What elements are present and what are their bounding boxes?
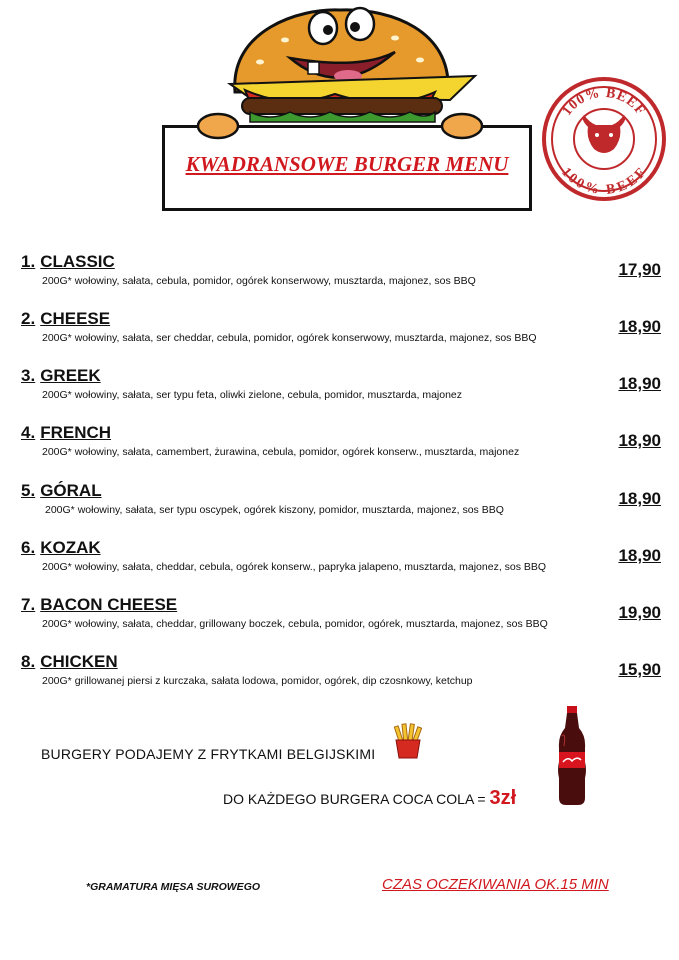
svg-text:100% BEEF	[560, 86, 648, 119]
item-description: 200G* wołowiny, sałata, ser typu feta, oliwki zielone, cebula, pomidor, musztarda, majonez	[42, 389, 463, 401]
item-name	[21, 595, 177, 615]
item-number: 6.	[21, 538, 36, 557]
menu-item	[21, 252, 661, 300]
item-title: BACON CHEESE	[40, 595, 178, 614]
menu-title: KWADRANSOWE BURGER MENU	[185, 152, 509, 176]
item-description: 200G* grillowanej piersi z kurczaka, sałata lodowa, pomidor, ogórek, dip czosnkowy, ketchup	[42, 675, 473, 687]
menu-item	[21, 595, 661, 643]
item-number: 2.	[21, 309, 36, 328]
menu-item	[21, 652, 661, 700]
stamp-top-text: 100% BEEF	[559, 85, 649, 119]
item-title: FRENCH	[40, 423, 112, 442]
item-description: 200G* wołowiny, sałata, ser typu oscypek, ogórek kiszony, pomidor, musztarda, majonez, sos BBQ	[45, 504, 504, 516]
menu-item	[21, 366, 661, 414]
item-description: 200G* wołowiny, sałata, cheddar, cebula, ogórek konserw., papryka jalapeno, musztarda, majonez, sos BBQ	[42, 561, 547, 573]
fries-icon	[390, 722, 426, 760]
menu-item	[21, 481, 661, 529]
item-title: GREEK	[40, 366, 101, 385]
item-number: 7.	[21, 595, 36, 614]
item-price: 17,90	[618, 260, 661, 279]
menu-item	[21, 538, 661, 586]
item-description: 200G* wołowiny, sałata, cheddar, grillowany boczek, cebula, pomidor, ogórek, musztarda, majonez, sos BBQ	[42, 618, 548, 630]
cola-price: 3zł	[489, 787, 517, 809]
cola-offer-text: DO KAŻDEGO BURGERA COCA COLA =	[223, 791, 490, 807]
meat-weight-note: *GRAMATURA MIĘSA SUROWEGO	[86, 881, 261, 893]
item-title: GÓRAL	[40, 481, 102, 500]
menu-item	[21, 309, 661, 357]
coca-cola-bottle-icon	[554, 706, 590, 806]
beef-stamp-image	[540, 75, 668, 203]
item-price: 18,90	[618, 546, 661, 565]
item-title: CLASSIC	[40, 252, 115, 271]
item-price: 18,90	[618, 317, 661, 336]
item-price: 18,90	[618, 489, 661, 508]
item-description: 200G* wołowiny, sałata, ser cheddar, cebula, pomidor, ogórek konserwowy, musztarda, majonez, sos BBQ	[42, 332, 537, 344]
item-number: 5.	[21, 481, 36, 500]
item-number: 4.	[21, 423, 36, 442]
stamp-bottom-text: 100% BEEF	[558, 165, 650, 198]
item-price: 15,90	[618, 660, 661, 679]
item-name	[21, 252, 115, 272]
cola-offer	[223, 787, 516, 810]
item-number: 3.	[21, 366, 36, 385]
item-name	[21, 309, 110, 329]
item-name	[21, 538, 101, 558]
item-description: 200G* wołowiny, sałata, camembert, żurawina, cebula, pomidor, ogórek konserw., musztarda, majonez	[42, 446, 520, 458]
item-number: 8.	[21, 652, 36, 671]
item-name	[21, 366, 101, 386]
item-price: 19,90	[618, 603, 661, 622]
item-title: KOZAK	[40, 538, 101, 557]
item-title: CHICKEN	[40, 652, 118, 671]
item-name	[21, 652, 118, 672]
mascot-hands-image	[190, 110, 490, 150]
waiting-time-note: CZAS OCZEKIWANIA OK.15 MIN	[382, 876, 609, 893]
item-name	[21, 423, 111, 443]
item-price: 18,90	[618, 374, 661, 393]
item-name	[21, 481, 102, 501]
menu-item	[21, 423, 661, 471]
item-title: CHEESE	[40, 309, 111, 328]
item-number: 1.	[21, 252, 36, 271]
item-price: 18,90	[618, 431, 661, 450]
item-description: 200G* wołowiny, sałata, cebula, pomidor, ogórek konserwowy, musztarda, majonez, sos BBQ	[42, 275, 476, 287]
fries-info-text: BURGERY PODAJEMY Z FRYTKAMI BELGIJSKIMI	[41, 746, 376, 762]
